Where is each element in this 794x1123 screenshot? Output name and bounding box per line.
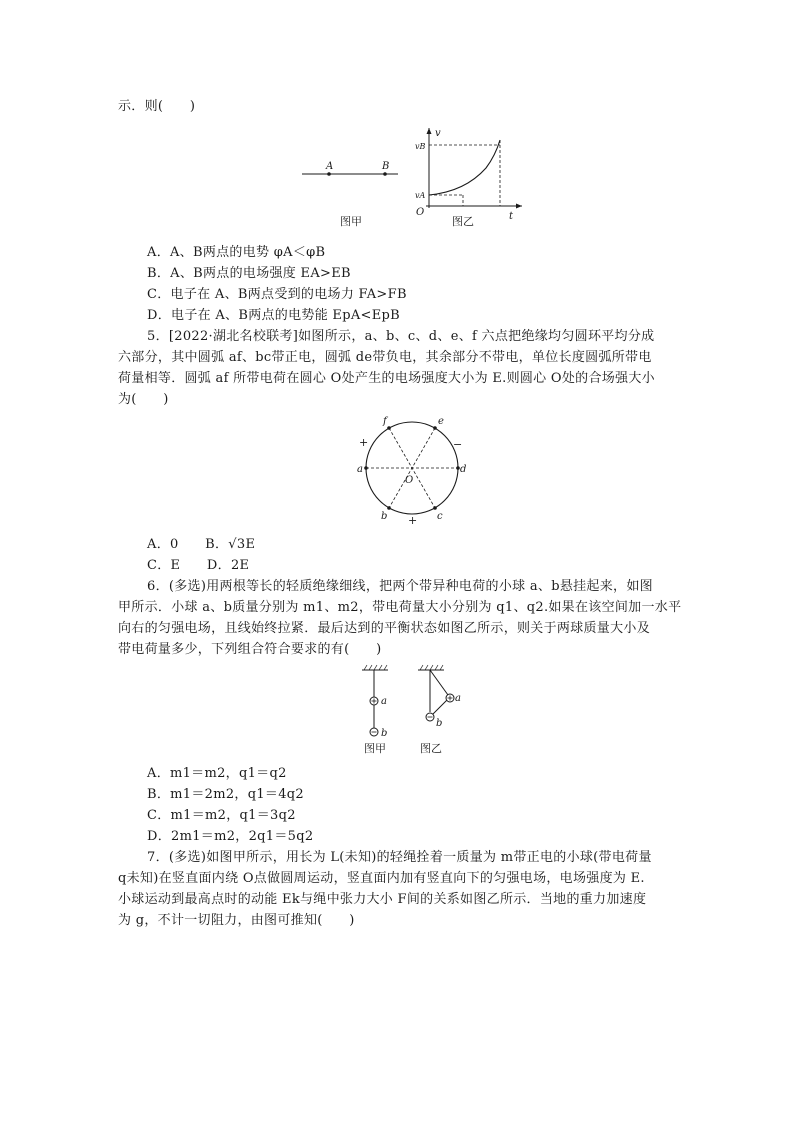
- q6-stem-1: 6．(多选)用两根等长的轻质绝缘细线，把两个带异种电荷的小球 a、b悬挂起来，如图: [147, 579, 653, 594]
- vb-label: vB: [415, 142, 426, 151]
- fig-jia-caption: 图甲: [340, 215, 362, 228]
- point-a-label: A: [326, 161, 334, 172]
- fig6-jia-caption: 图甲: [364, 742, 386, 755]
- q7-stem-2: q未知)在竖直面内绕 O点做圆周运动，竖直面内加有竖直向下的匀强电场，电场强度为 E.: [118, 871, 645, 886]
- q4-figure: [290, 124, 520, 232]
- label-b: b: [381, 511, 388, 522]
- label-e: e: [438, 416, 444, 427]
- plus-sign-bc: +: [408, 514, 418, 527]
- q6-option-a: A．m1＝m2，q1＝q2: [147, 766, 287, 781]
- q7-stem-1: 7．(多选)如图甲所示，用长为 L(未知)的轻绳拴着一质量为 m带正电的小球(带电荷量: [147, 850, 652, 865]
- t-axis-label: t: [509, 211, 514, 222]
- point-b-label: B: [382, 161, 390, 172]
- label-c: c: [437, 511, 443, 522]
- va-label: vA: [415, 191, 426, 200]
- label-o: O: [405, 475, 414, 486]
- q5-options-cd: C．E D．2E: [147, 558, 250, 573]
- q5-options-ab: A．0 B．√3E: [147, 537, 256, 552]
- q4-option-d: D．电子在 A、B两点的电势能 EpA<EpB: [147, 308, 400, 323]
- ball-a-label-yi: a: [455, 693, 461, 704]
- q7-stem-4: 为 g，不计一切阻力，由图可推知( ): [118, 913, 355, 928]
- q6-option-b: B．m1＝2m2，q1＝4q2: [147, 787, 304, 802]
- minus-sign-de: −: [453, 438, 463, 451]
- fig-yi-caption: 图乙: [452, 215, 474, 228]
- q4-option-a: A．A、B两点的电势 φA＜φB: [147, 245, 326, 260]
- fig6-yi-caption: 图乙: [420, 742, 442, 755]
- q5-ring-figure: [355, 414, 475, 526]
- q7-stem-3: 小球运动到最高点时的动能 Ek与绳中张力大小 F间的关系如图乙所示．当地的重力加速度: [118, 892, 647, 907]
- label-d: d: [460, 464, 467, 475]
- q5-stem-3: 荷量相等．圆弧 af 所带电荷在圆心 O处产生的电场强度大小为 E.则圆心 O处的合场强大小: [118, 371, 655, 386]
- q6-stem-4: 带电荷量多少，下列组合符合要求的有( ): [118, 642, 382, 657]
- ball-a-label-jia: a: [381, 696, 387, 707]
- label-a: a: [357, 464, 363, 475]
- q5-stem-1: 5．[2022·湖北名校联考]如图所示，a、b、c、d、e、f 六点把绝缘均匀圆环平均分成: [147, 329, 655, 344]
- q4-option-c: C．电子在 A、B两点受到的电场力 FA>FB: [147, 287, 407, 302]
- v-axis-label: v: [435, 128, 441, 139]
- q6-figure: [352, 664, 472, 758]
- q6-stem-2: 甲所示．小球 a、b质量分别为 m1、m2，带电荷量大小分别为 q1、q2.如果在该空间加一水平: [118, 600, 682, 615]
- q6-option-d: D．2m1＝m2，2q1＝5q2: [147, 829, 314, 844]
- label-f: f: [383, 416, 387, 427]
- ball-b-label-yi: b: [436, 718, 443, 729]
- q6-option-c: C．m1＝m2，q1＝3q2: [147, 808, 296, 823]
- q5-stem-2: 六部分，其中圆弧 af、bc带正电，圆弧 de带负电，其余部分不带电，单位长度圆弧所带电: [118, 350, 652, 365]
- origin-label: O: [416, 207, 425, 218]
- ball-b-label-jia: b: [381, 728, 388, 739]
- q4-option-b: B．A、B两点的电场强度 EA>EB: [147, 266, 351, 281]
- q5-stem-4: 为( ): [118, 392, 169, 407]
- plus-sign-af: +: [359, 436, 369, 449]
- q6-stem-3: 向右的匀强电场，且线始终拉紧．最后达到的平衡状态如图乙所示，则关于两球质量大小及: [118, 621, 651, 636]
- q4-stem-end: 示．则( ): [118, 99, 196, 114]
